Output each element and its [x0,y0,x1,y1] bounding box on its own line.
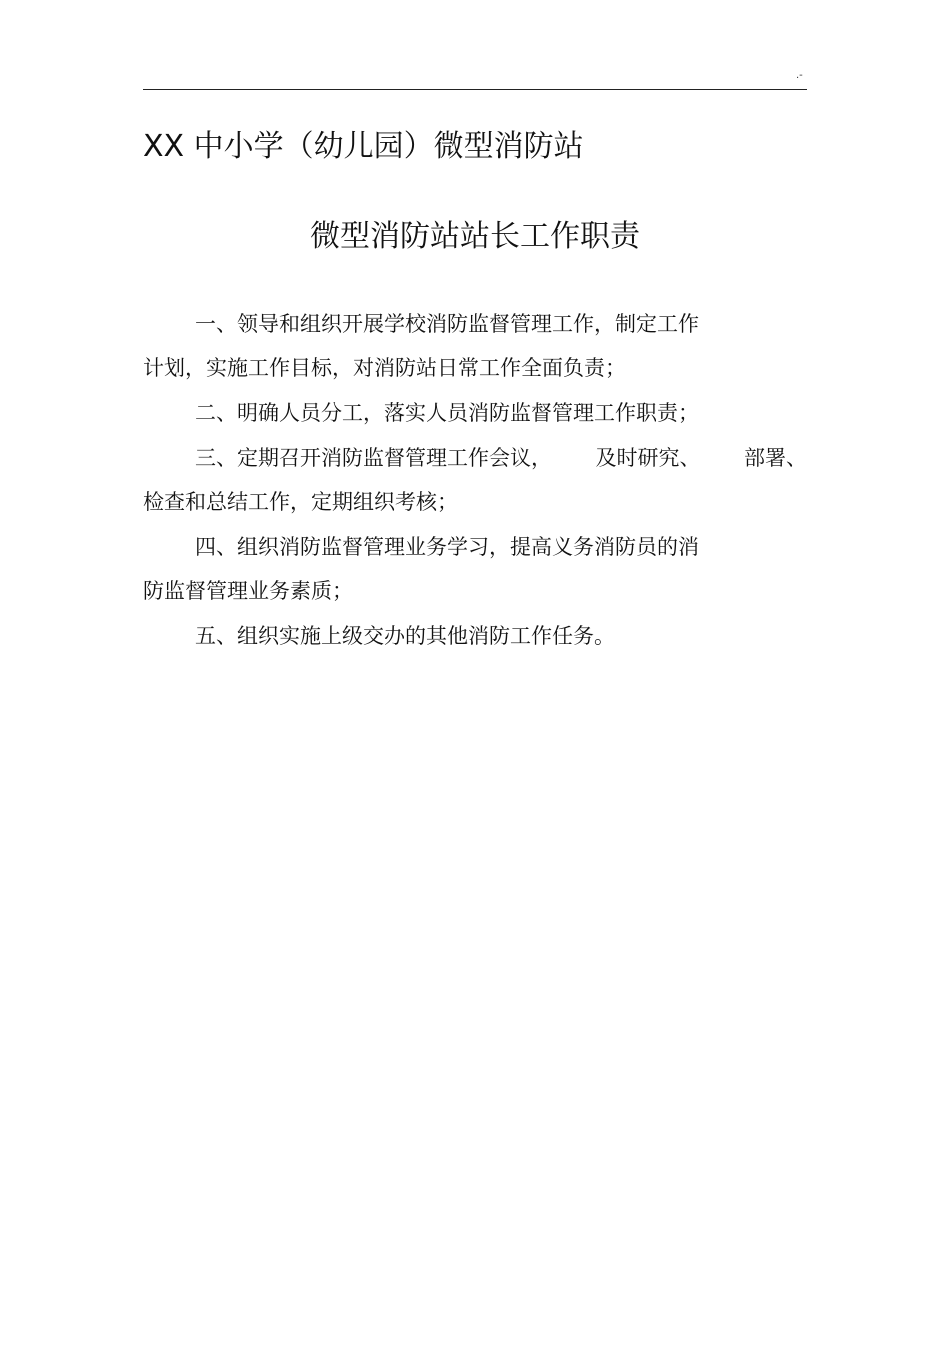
item-3-line-1-part-c: 部署、 [744,446,807,470]
item-3-line-2: 检查和总结工作，定期组织考核； [143,490,458,514]
item-3-line-1 [143,443,807,473]
item-1-line-2: 计划，实施工作目标，对消防站日常工作全面负责； [143,356,626,380]
document-subtitle: 微型消防站站长工作职责 [310,219,640,254]
item-3-line-1-part-b: 及时研究、 [595,446,701,470]
item-2-line-1: 二、明确人员分工，落实人员消防监督管理工作职责； [195,401,699,425]
item-5-line-1: 五、组织实施上级交办的其他消防工作任务。 [195,624,615,648]
header-mark: .- [796,70,803,81]
item-3-line-1-part-a: 三、定期召开消防监督管理工作会议， [195,446,552,470]
document-title: XX 中小学（幼儿园）微型消防站 [143,129,584,164]
item-4-line-2: 防监督管理业务素质； [143,579,353,603]
header-rule [143,89,807,90]
item-4-line-1: 四、组织消防监督管理业务学习，提高义务消防员的消 [195,535,699,559]
item-1-line-1: 一、领导和组织开展学校消防监督管理工作，制定工作 [195,312,699,336]
